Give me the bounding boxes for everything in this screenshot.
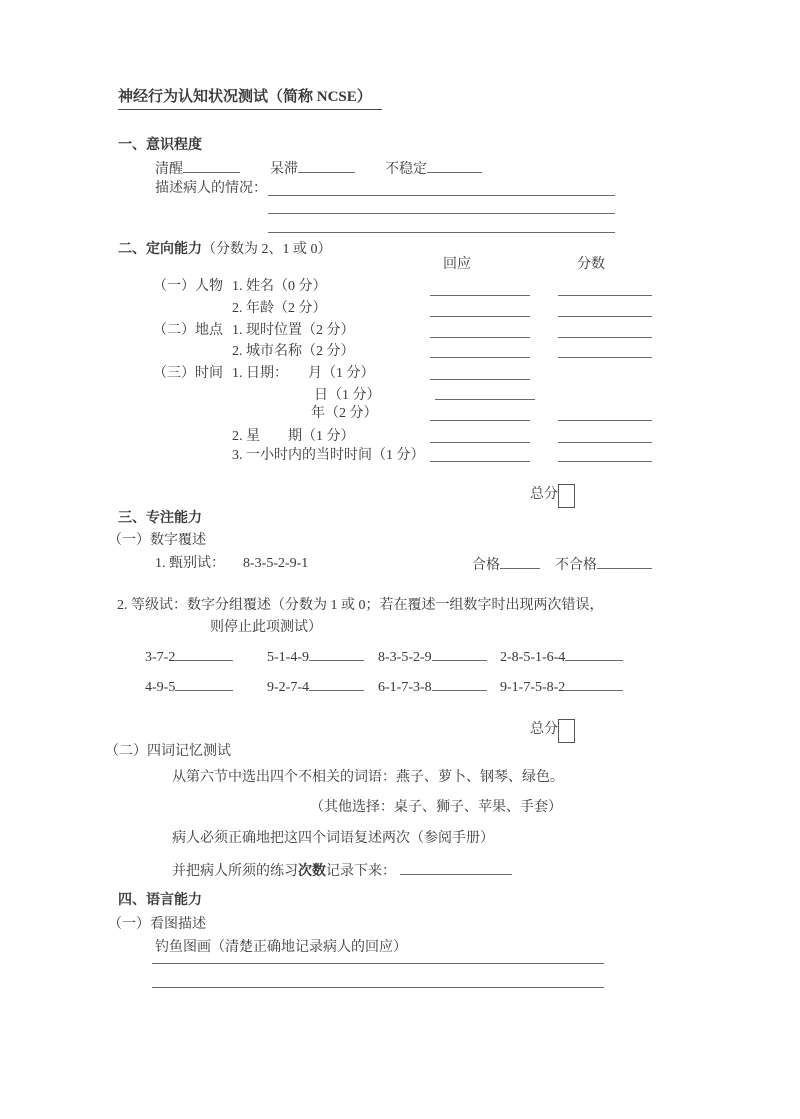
orientation-item: 1. 日期： xyxy=(232,366,288,381)
orientation-subitem: 年（2 分） xyxy=(311,406,378,421)
section2-heading-note: （分数为 2、1 或 0） xyxy=(202,242,332,257)
word-memory-line3: 病人必须正确地把这四个词语复述两次（参阅手册） xyxy=(172,831,494,846)
digit-blank xyxy=(565,648,623,661)
word-memory-line4 xyxy=(172,862,512,881)
option-alert-label: 清醒 xyxy=(155,162,183,177)
response-blank xyxy=(435,399,535,400)
pass-blank xyxy=(500,556,540,569)
practice-count-blank xyxy=(400,862,512,875)
digit-cell xyxy=(500,678,623,697)
line4-post: 记录下来： xyxy=(326,864,396,879)
orientation-total-box xyxy=(558,484,575,508)
response-blank xyxy=(430,461,530,462)
describe-patient-label: 描述病人的情况： xyxy=(155,181,267,196)
fail-label: 不合格 xyxy=(555,558,597,573)
option-unstable-label: 不稳定 xyxy=(385,162,427,177)
orientation-group: （二）地点 xyxy=(153,323,223,338)
option-unstable-blank xyxy=(427,160,482,173)
orientation-subitem: 日（1 分） xyxy=(314,388,381,403)
response-blank xyxy=(430,337,530,338)
column-header-response: 回应 xyxy=(443,257,471,272)
orientation-total-label: 总分 xyxy=(530,487,558,502)
option-lethargic xyxy=(270,160,355,179)
score-blank xyxy=(558,357,652,358)
graded-test-line1: 2. 等级试：数字分组覆述（分数为 1 或 0；若在覆述一组数字时出现两次错误， xyxy=(117,598,604,613)
digit-sequence: 3-7-2 xyxy=(145,650,176,665)
digit-blank xyxy=(175,648,233,661)
score-blank xyxy=(558,461,652,462)
digit-sequence: 5-1-4-9 xyxy=(267,650,309,665)
option-alert xyxy=(155,160,240,179)
response-blank xyxy=(430,295,530,296)
digit-cell xyxy=(500,648,623,667)
option-unstable xyxy=(385,160,482,179)
digit-cell xyxy=(378,648,487,667)
fail-blank xyxy=(597,556,652,569)
section1-heading: 一、意识程度 xyxy=(118,138,202,153)
describe-line-3 xyxy=(268,232,615,233)
orientation-item: 2. 城市名称（2 分） xyxy=(232,344,355,359)
orientation-subitem: 月（1 分） xyxy=(308,366,375,381)
response-write-line-2 xyxy=(152,987,604,988)
section2-heading: 二、定向能力 xyxy=(118,242,202,257)
line4-bold-count: 次数 xyxy=(298,864,326,879)
response-blank xyxy=(430,316,530,317)
response-write-line-1 xyxy=(152,963,604,964)
orientation-item: 2. 年龄（2 分） xyxy=(232,301,327,316)
orientation-item: 1. 现时位置（2 分） xyxy=(232,323,355,338)
digit-sequence: 9-1-7-5-8-2 xyxy=(500,680,566,695)
digit-blank xyxy=(309,678,364,691)
digit-sequence: 9-2-7-4 xyxy=(267,680,309,695)
word-memory-line2: （其他选择：桌子、狮子、苹果、手套） xyxy=(310,800,562,815)
orientation-item: 2. 星 期（1 分） xyxy=(232,429,355,444)
word-memory-heading: （二）四词记忆测试 xyxy=(105,744,231,759)
score-blank xyxy=(558,295,652,296)
pass-label: 合格 xyxy=(472,558,500,573)
digit-repeat-heading: （一）数字覆述 xyxy=(108,533,206,548)
section3-heading: 三、专注能力 xyxy=(118,511,202,526)
picture-description-heading: （一）看图描述 xyxy=(108,917,206,932)
digit-blank xyxy=(432,648,487,661)
digit-cell xyxy=(267,678,364,697)
digit-blank xyxy=(432,678,487,691)
screening-digits: 8-3-5-2-9-1 xyxy=(243,556,309,571)
attention-total-box xyxy=(558,719,575,743)
option-lethargic-blank xyxy=(298,160,355,173)
response-blank xyxy=(430,379,530,380)
describe-line-2 xyxy=(268,213,615,214)
score-blank xyxy=(558,420,652,421)
option-alert-blank xyxy=(183,160,240,173)
digit-cell xyxy=(145,648,233,667)
orientation-group: （三）时间 xyxy=(153,366,223,381)
digit-blank xyxy=(175,678,233,691)
digit-cell xyxy=(267,648,364,667)
digit-sequence: 2-8-5-1-6-4 xyxy=(500,650,566,665)
fishing-picture-instruction: 钓鱼图画（清楚正确地记录病人的回应） xyxy=(155,940,407,955)
digit-sequence: 4-9-5 xyxy=(145,680,176,695)
digit-sequence: 8-3-5-2-9 xyxy=(378,650,432,665)
response-blank xyxy=(430,442,530,443)
describe-line-1 xyxy=(268,195,615,196)
attention-total-label: 总分 xyxy=(530,722,558,737)
option-lethargic-label: 呆滞 xyxy=(270,162,298,177)
orientation-item: 3. 一小时内的当时时间（1 分） xyxy=(232,448,425,463)
response-blank xyxy=(430,420,530,421)
column-header-score: 分数 xyxy=(577,257,605,272)
digit-cell xyxy=(378,678,487,697)
orientation-item: 1. 姓名（0 分） xyxy=(232,279,327,294)
digit-sequence: 6-1-7-3-8 xyxy=(378,680,432,695)
orientation-group: （一）人物 xyxy=(153,279,223,294)
score-blank xyxy=(558,316,652,317)
line4-pre: 并把病人所须的练习 xyxy=(172,864,298,879)
section4-heading: 四、语言能力 xyxy=(118,893,202,908)
digit-cell xyxy=(145,678,233,697)
page-title: 神经行为认知状况测试（简称 NCSE） xyxy=(118,88,382,110)
screening-label: 1. 甄别试： xyxy=(155,556,225,571)
screening-pass xyxy=(472,556,540,575)
section2-heading-row xyxy=(118,242,332,259)
word-memory-line1: 从第六节中选出四个不相关的词语：燕子、萝卜、钢琴、绿色。 xyxy=(172,770,564,785)
score-blank xyxy=(558,337,652,338)
digit-blank xyxy=(565,678,623,691)
graded-test-line2: 则停止此项测试） xyxy=(210,620,322,635)
digit-blank xyxy=(309,648,364,661)
response-blank xyxy=(430,357,530,358)
screening-fail xyxy=(555,556,652,575)
score-blank xyxy=(558,442,652,443)
